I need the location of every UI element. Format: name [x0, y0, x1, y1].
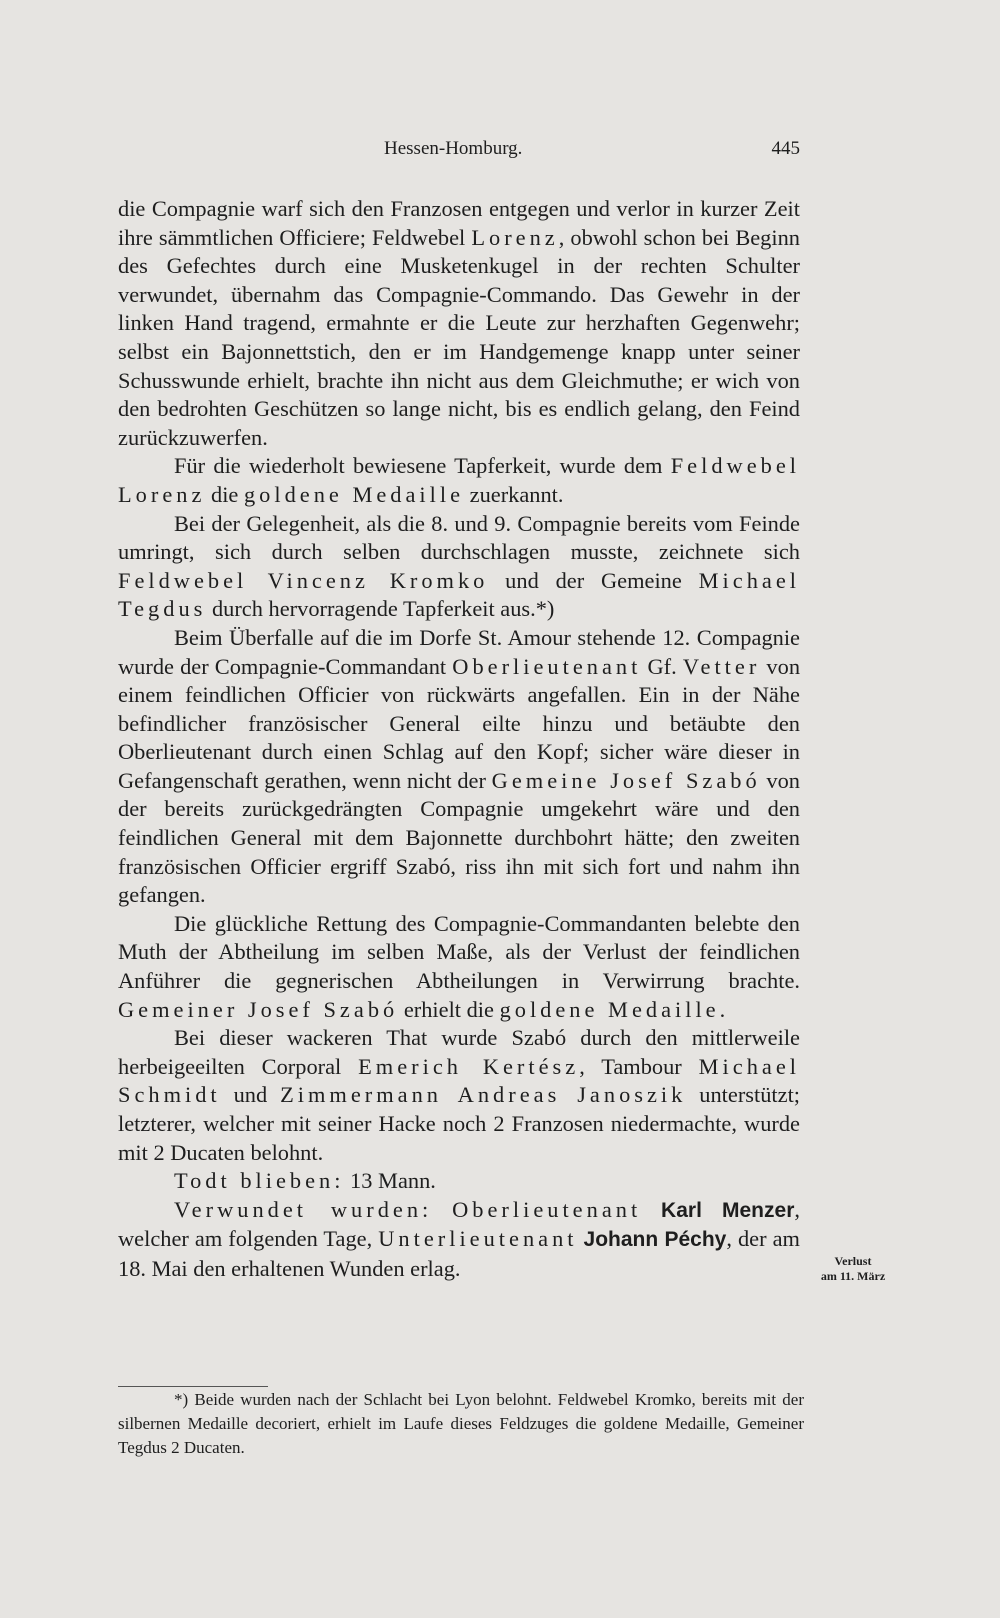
- text-run: [432, 1197, 452, 1222]
- spaced-emphasis: Feldwebel Vincenz Kromko: [118, 567, 489, 593]
- paragraph: [118, 195, 800, 452]
- text-run: Bei dieser wackeren That wurde Szabó durch den mittlerweile herbeigeeilten Corporal: [118, 1025, 800, 1079]
- text-run: .: [719, 996, 726, 1022]
- text-run: 13 Mann.: [344, 1168, 436, 1194]
- page-number: 445: [771, 138, 800, 159]
- margin-note-line-1: Verlust: [834, 1254, 872, 1268]
- spaced-emphasis: Todt blieben:: [174, 1168, 345, 1194]
- spaced-emphasis: Emerich Kertész: [358, 1053, 580, 1079]
- spaced-emphasis: Vetter: [682, 653, 761, 679]
- paragraph: [118, 510, 800, 624]
- text-run: , der am 18. Mai den erhaltenen Wunden erlag.: [118, 1226, 800, 1281]
- text-run: von der bereits zurückgedrängten Compagnie umgekehrt wäre und den feindlichen General mit dem Bajonnette durchbohrt hätte; den zweiten französischen Officier ergriff Szabó, riss ihn mit sich fort und nahm ihn gefangen.: [118, 767, 801, 908]
- bold-name: Karl Menzer: [661, 1198, 795, 1222]
- paragraph: [118, 1196, 800, 1284]
- spaced-emphasis: Lorenz: [471, 224, 559, 250]
- paragraph: [118, 1024, 800, 1167]
- running-title: Hessen-Homburg.: [384, 138, 523, 159]
- text-run: zuerkannt.: [464, 481, 564, 507]
- text-run: und der Gemeine: [488, 567, 699, 593]
- footnote: [118, 1388, 804, 1460]
- text-run: , welcher am folgenden Tage,: [118, 1196, 800, 1252]
- text-run: Für die wiederholt bewiesene Tapferkeit, wurde dem: [174, 453, 671, 479]
- text-run: , Tambour: [579, 1053, 699, 1079]
- spaced-emphasis: Oberlieutenant: [452, 653, 642, 679]
- text-run: die: [205, 481, 244, 507]
- margin-note-line-2: am 11. März: [820, 1269, 886, 1283]
- text-run: von einem feindlichen Officier von rückwärts angefallen. Ein in der Nähe befindlicher französischer General eilte hinzu und betäubte den Oberlieutenant durch einen Schlag auf den Kopf; sicher wäre dieser in Gefangenschaft gerathen, wenn nicht der: [118, 653, 801, 793]
- spaced-emphasis: Michael Schmidt: [118, 1053, 800, 1108]
- spaced-emphasis: Zimmermann Andreas Janoszik: [280, 1082, 687, 1108]
- paragraph: [118, 910, 800, 1024]
- text-run: Bei der Gelegenheit, als die 8. und 9. Compagnie bereits vom Feinde umringt, sich durch selben durchschlagen musste, zeichnete sich: [118, 510, 800, 565]
- paragraph: [118, 1167, 800, 1196]
- spaced-emphasis: goldene Medaille: [499, 996, 720, 1022]
- spaced-emphasis: Verwundet wurden:: [174, 1196, 433, 1222]
- text-run: durch hervorragende Tapferkeit aus.*): [206, 596, 555, 622]
- paragraph: [118, 452, 800, 509]
- footnote-rule: [118, 1386, 268, 1387]
- text-run: unterstützt; letzterer, welcher mit seiner Hacke noch 2 Franzosen niedermachte, wurde mit 2 Ducaten belohnt.: [118, 1082, 801, 1165]
- spaced-emphasis: Gemeine Josef Szabó: [491, 767, 761, 793]
- spaced-emphasis: Michael Tegdus: [118, 567, 800, 622]
- text-run: Beim Überfalle auf die im Dorfe St. Amour stehende 12. Compagnie wurde der Compagnie-Commandant: [118, 624, 800, 679]
- text-run: erhielt die: [398, 996, 500, 1022]
- text-run: die Compagnie warf sich den Franzosen entgegen und verlor in kurzer Zeit ihre sämmtlichen Officiere; Feldwebel: [118, 196, 800, 250]
- text-run: , obwohl schon bei Beginn des Gefechtes durch eine Musketenkugel in der rechten Schulter verwundet, übernahm das Compagnie-Commando. Das Gewehr in der linken Hand tragend, ermahnte er die Leute zur herzhaften Gegenwehr; selbst ein Bajonnettstich, den er im Handgemenge knapp unter seiner Schusswunde erhielt, brachte ihn nicht aus dem Gleichmuthe; er wich von den bedrohten Geschützen so lange nicht, bis es endlich gelang, den Feind zurückzuwerfen.: [118, 224, 800, 450]
- text-run: und: [220, 1082, 281, 1108]
- text-run: [641, 1197, 661, 1222]
- spaced-emphasis: Oberlieutenant: [452, 1196, 642, 1222]
- body-text: [118, 195, 800, 1284]
- spaced-emphasis: Unterlieutenant: [378, 1226, 578, 1252]
- text-run: Gf.: [641, 653, 683, 679]
- footnote-text: *) Beide wurden nach der Schlacht bei Lyon belohnt. Feldwebel Kromko, bereits mit der silbernen Medaille decoriert, erhielt im Laufe dieses Feldzuges die goldene Medaille, Gemeiner Tegdus 2 Ducaten.: [118, 1390, 804, 1457]
- text-run: Die glückliche Rettung des Compagnie-Commandanten belebte den Muth der Abtheilung im selben Maße, als der Verlust der feindlichen Anführer die gegnerischen Abtheilungen in Verwirrung brachte.: [118, 910, 800, 994]
- margin-note: [808, 1254, 898, 1284]
- paragraph: [118, 624, 800, 910]
- spaced-emphasis: Feldwebel Lorenz: [118, 453, 800, 507]
- bold-name: Johann Péchy: [583, 1228, 727, 1252]
- spaced-emphasis: Gemeiner Josef Szabó: [118, 996, 399, 1022]
- spaced-emphasis: goldene Medaille: [243, 481, 465, 507]
